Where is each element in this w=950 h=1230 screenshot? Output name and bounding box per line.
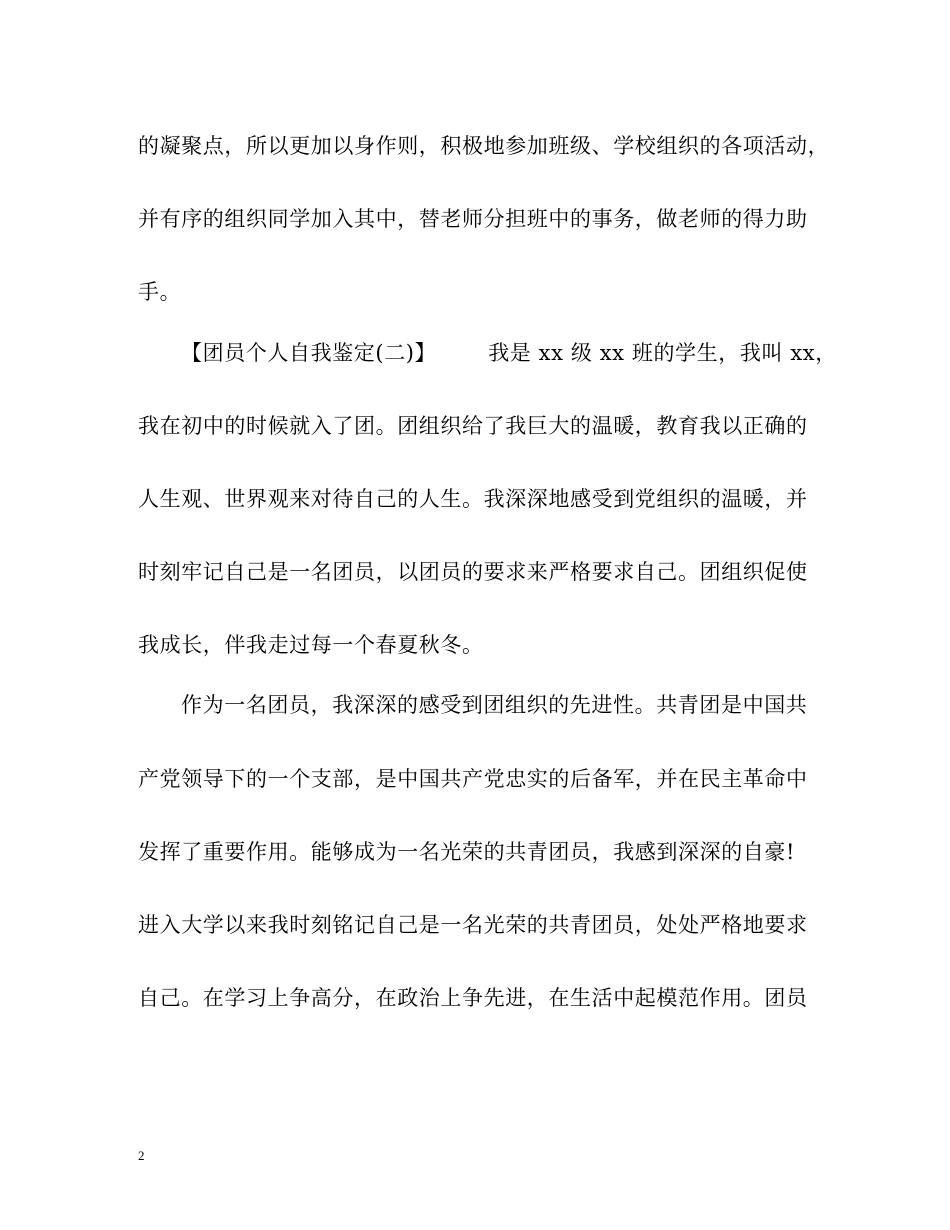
section-intro: 我是 xx 级 xx 班的学生，我叫 xx， [488,341,837,365]
text-line: 并有序的组织同学加入其中，替老师分担班中的事务，做老师的得力助 [138,207,808,231]
text-line: 进入大学以来我时刻铭记自己是一名光荣的共青团员，处处严格地要求 [138,913,808,937]
paragraph-first-line: 作为一名团员，我深深的感受到团组织的先进性。共青团是中国共 [181,693,808,717]
text-line: 时刻牢记自己是一名团员，以团员的要求来严格要求自己。团组织促使 [138,560,808,584]
text-line: 产党领导下的一个支部，是中国共产党忠实的后备军，并在民主革命中 [138,767,808,791]
page-number: 2 [138,1148,145,1163]
text-line: 自己。在学习上争高分，在政治上争先进，在生活中起模范作用。团员 [138,986,808,1010]
text-line: 人生观、世界观来对待自己的人生。我深深地感受到党组织的温暖，并 [138,487,808,511]
text-line: 我成长，伴我走过每一个春夏秋冬。 [138,633,484,657]
section-heading-line [181,338,881,368]
text-line: 手。 [138,280,182,304]
text-line: 我在初中的时候就入了团。团组织给了我巨大的温暖，教育我以正确的 [138,414,808,438]
text-line: 发挥了重要作用。能够成为一名光荣的共青团员，我感到深深的自豪! [138,840,796,864]
text-line: 的凝聚点，所以更加以身作则，积极地参加班级、学校组织的各项活动， [138,134,830,158]
section-heading: 【团员个人自我鉴定(二)】 [181,341,437,365]
